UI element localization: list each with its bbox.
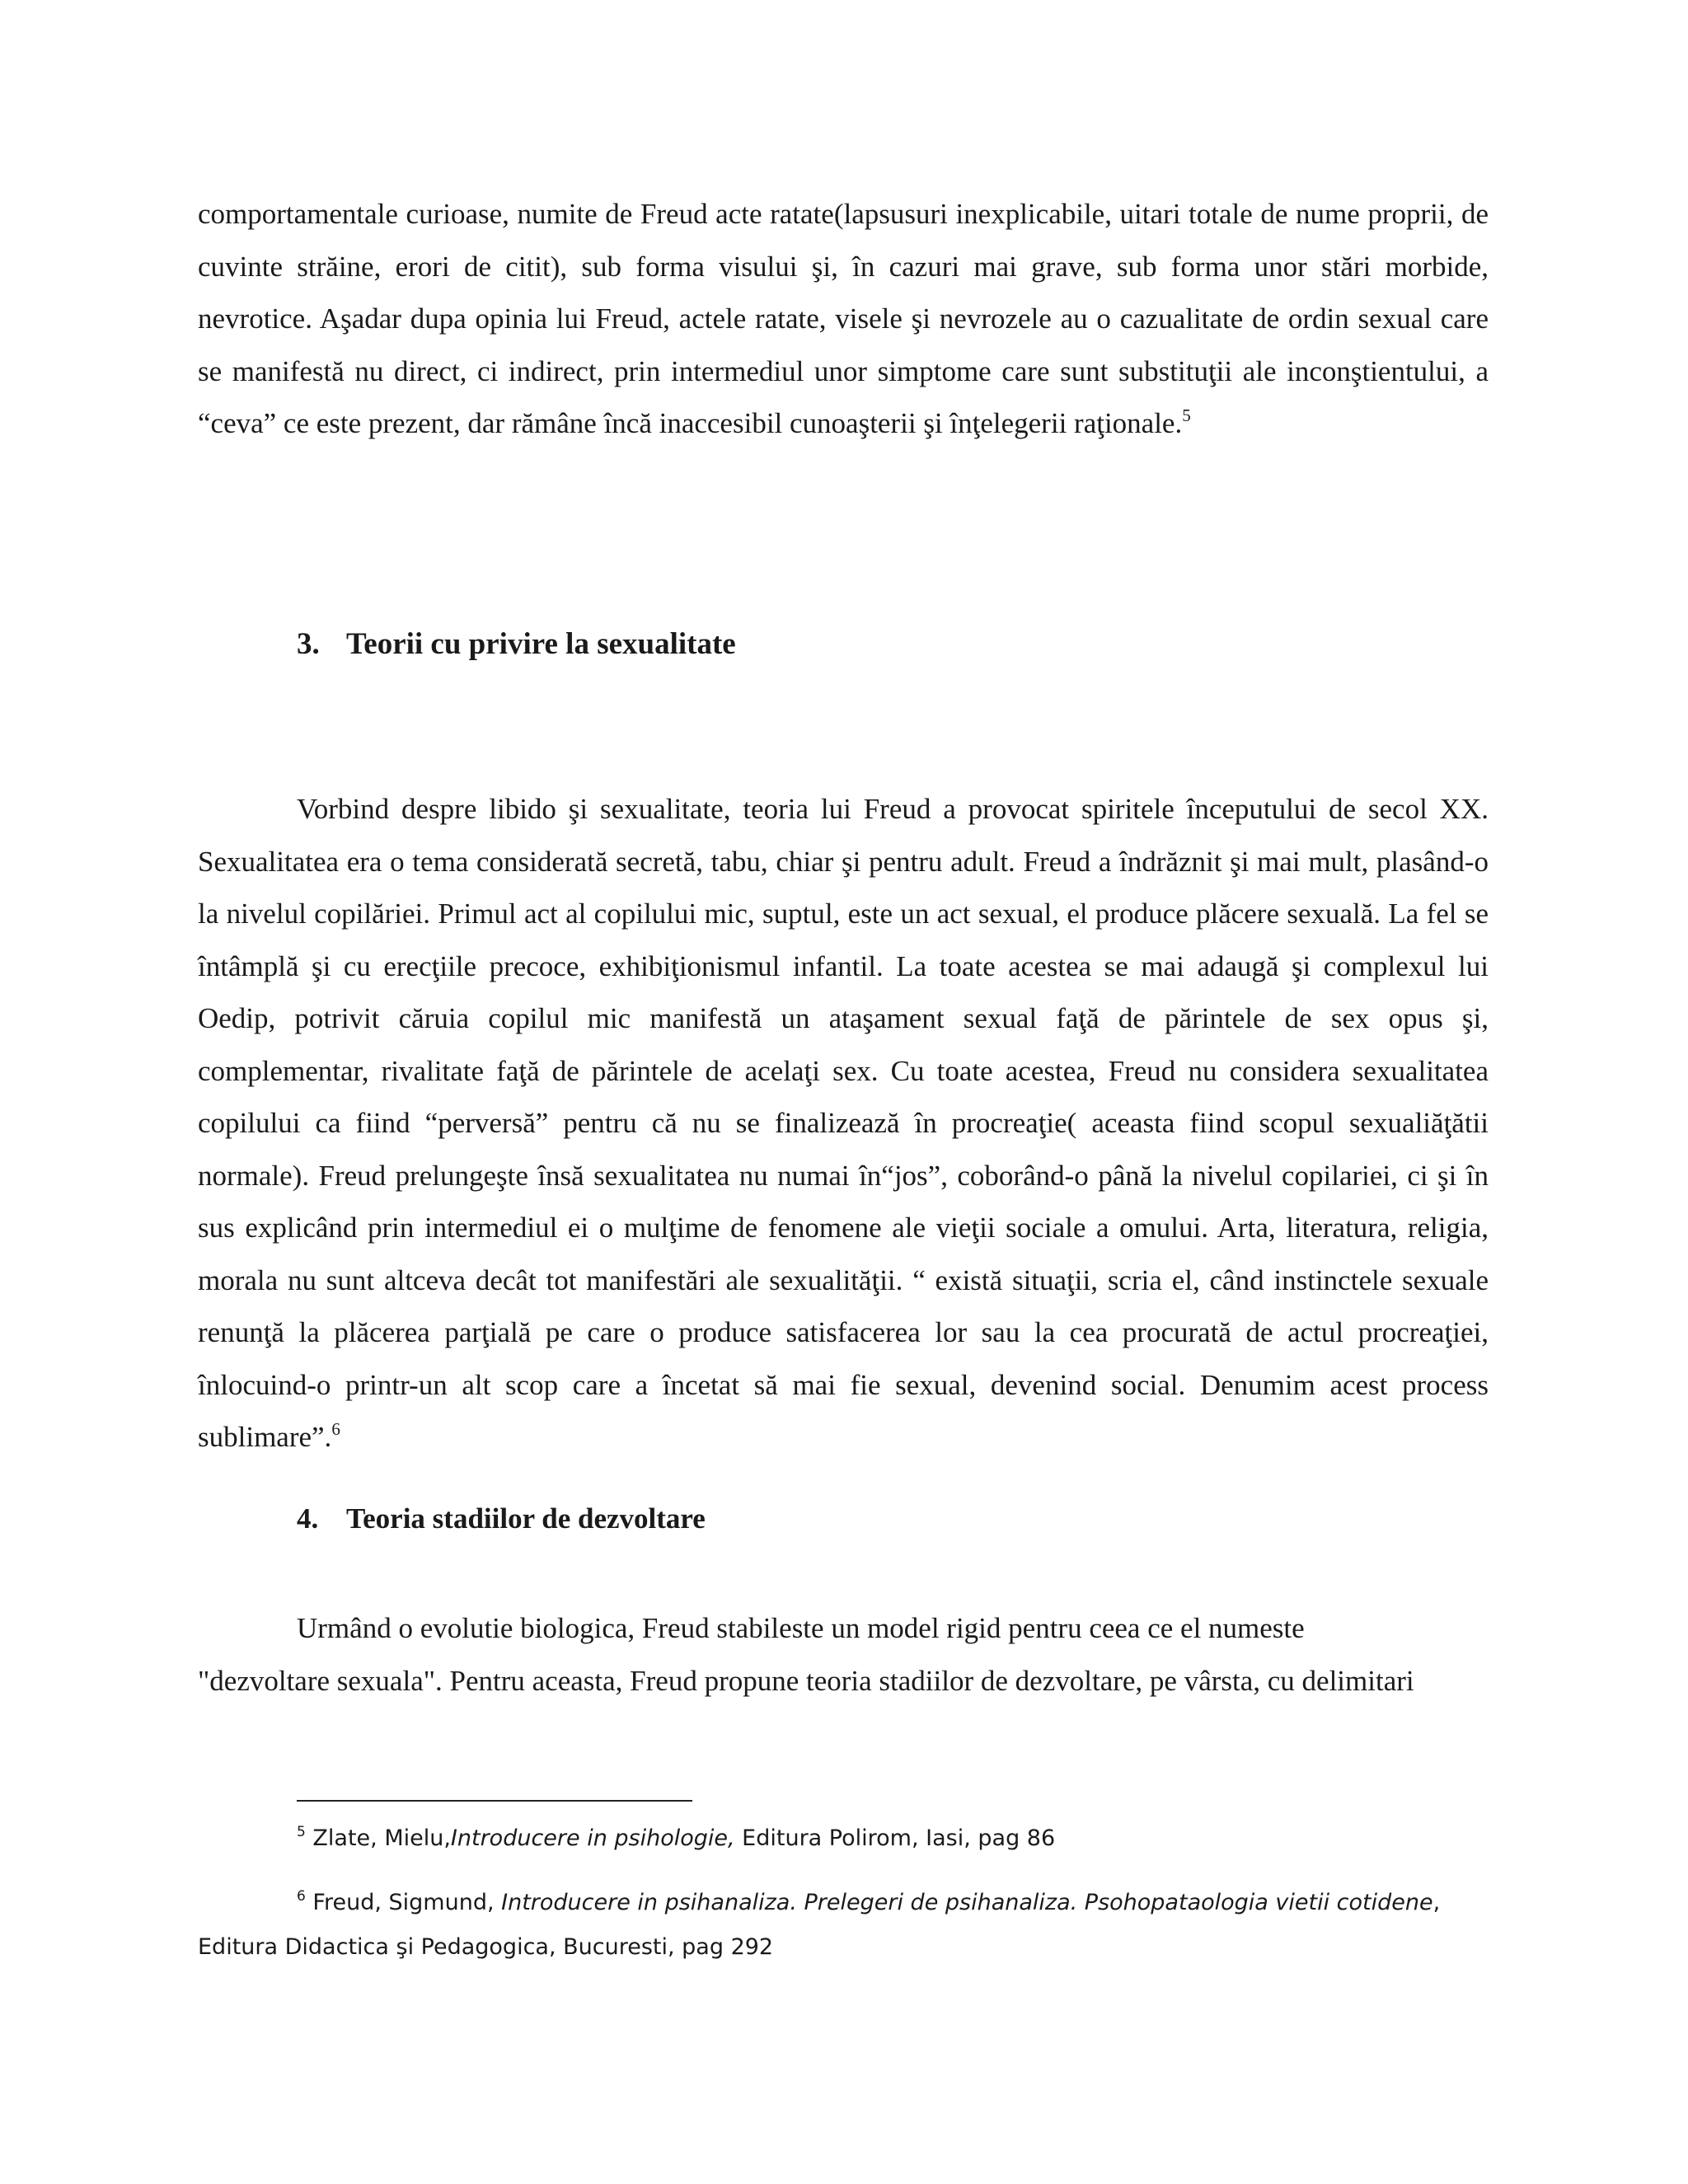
footnote-punctuation: , [1432, 1890, 1441, 1915]
footnote-ref-5: 5 [1182, 405, 1191, 425]
section-number: 3. [297, 627, 320, 661]
paragraph-text: comportamentale curioase, numite de Freud acte ratate(lapsusuri inexplicabile, uitari totale de nume proprii, de cuvinte străine, erori de citit), sub forma visului şi, în cazuri mai grave, sub forma unor stări morbide, nevrotice. Aşadar dupa opinia lui Freud, actele ratate, visele şi nevrozele au o cazualitate de ordin sexual care se manifestă nu direct, ci indirect, prin intermediul unor simptome care sunt substituţii ale inconştientului, a “ceva” ce este prezent, dar rămâne încă inaccesibil cunoaşterii şi înţelegerii raţionale. [198, 198, 1489, 439]
footnote-publisher: Editura Polirom, Iasi, pag 86 [734, 1825, 1056, 1851]
paragraph-line: Urmând o evolutie biologica, Freud stabileste un model rigid pentru ceea ce el numeste [297, 1612, 1305, 1644]
footnote-6 [198, 1881, 1489, 1970]
paragraph-sexualitate [198, 783, 1489, 1464]
section-title: Teorii cu privire la sexualitate [346, 627, 736, 661]
footnote-book-title: Introducere in psihanaliza. Prelegeri de psihanaliza. Psohopataologia vietii cotidene [501, 1890, 1433, 1915]
paragraph-freud-acte-ratate [198, 188, 1489, 450]
footnote-number: 5 [297, 1824, 306, 1840]
paragraph-stadii-dezvoltare [198, 1602, 1489, 1707]
footnote-ref-6: 6 [331, 1419, 340, 1439]
footnote-separator [297, 1800, 692, 1802]
footnote-book-title: Introducere in psihologie, [450, 1825, 735, 1851]
footnote-author: Zlate, Mielu, [305, 1825, 451, 1851]
paragraph-text: Vorbind despre libido şi sexualitate, teoria lui Freud a provocat spiritele începutului de secol XX. Sexualitatea era o tema considerată secretă, tabu, chiar şi pentru adult. Freud a îndrăznit şi mai mult, plasând-o la nivelul copilăriei. Primul act al copilului mic, suptul, este un act sexual, el produce plăcere sexuală. La fel se întâmplă şi cu erecţiile precoce, exhibiţionismul infantil. La toate acestea se mai adaugă şi complexul lui Oedip, potrivit căruia copilul mic manifestă un ataşament sexual faţă de părintele de sex opus şi, complementar, rivalitate faţă de părintele de acelaţi sex. Cu toate acestea, Freud nu considera sexualitatea copilului ca fiind “perversă” pentru că nu se finalizează în procreaţie( aceasta fiind scopul sexualiăţătii normale). Freud prelungeşte însă sexualitatea nu numai în“jos”, coborând-o până la nivelul copilariei, ci şi în sus explicând prin intermediul ei o mulţime de fenomene ale vieţii sociale a omului. Arta, literatura, religia, morala nu sunt altceva decât tot manifestări ale sexualităţii. “ există situaţii, scria el, când instinctele sexuale renunţă la plăcerea parţială pe care o produce satisfacerea lor sau la cea procurată de actul procreaţiei, înlocuind-o printr-un alt scop care a încetat să mai fie sexual, devenind social. Denumim acest process sublimare”. [198, 793, 1489, 1453]
section-title: Teoria stadiilor de dezvoltare [346, 1502, 706, 1535]
section-number: 4. [297, 1502, 319, 1535]
footnote-5 [198, 1816, 1489, 1861]
footnote-author: Freud, Sigmund, [305, 1890, 502, 1915]
footnote-publisher: Editura Didactica şi Pedagogica, Bucuresti, pag 292 [198, 1934, 774, 1960]
section-heading-3 [297, 626, 736, 662]
paragraph-line: "dezvoltare sexuala". Pentru aceasta, Freud propune teoria stadiilor de dezvoltare, pe vârsta, cu delimitari [198, 1664, 1414, 1697]
section-heading-4 [297, 1502, 706, 1535]
footnote-number: 6 [297, 1888, 306, 1905]
